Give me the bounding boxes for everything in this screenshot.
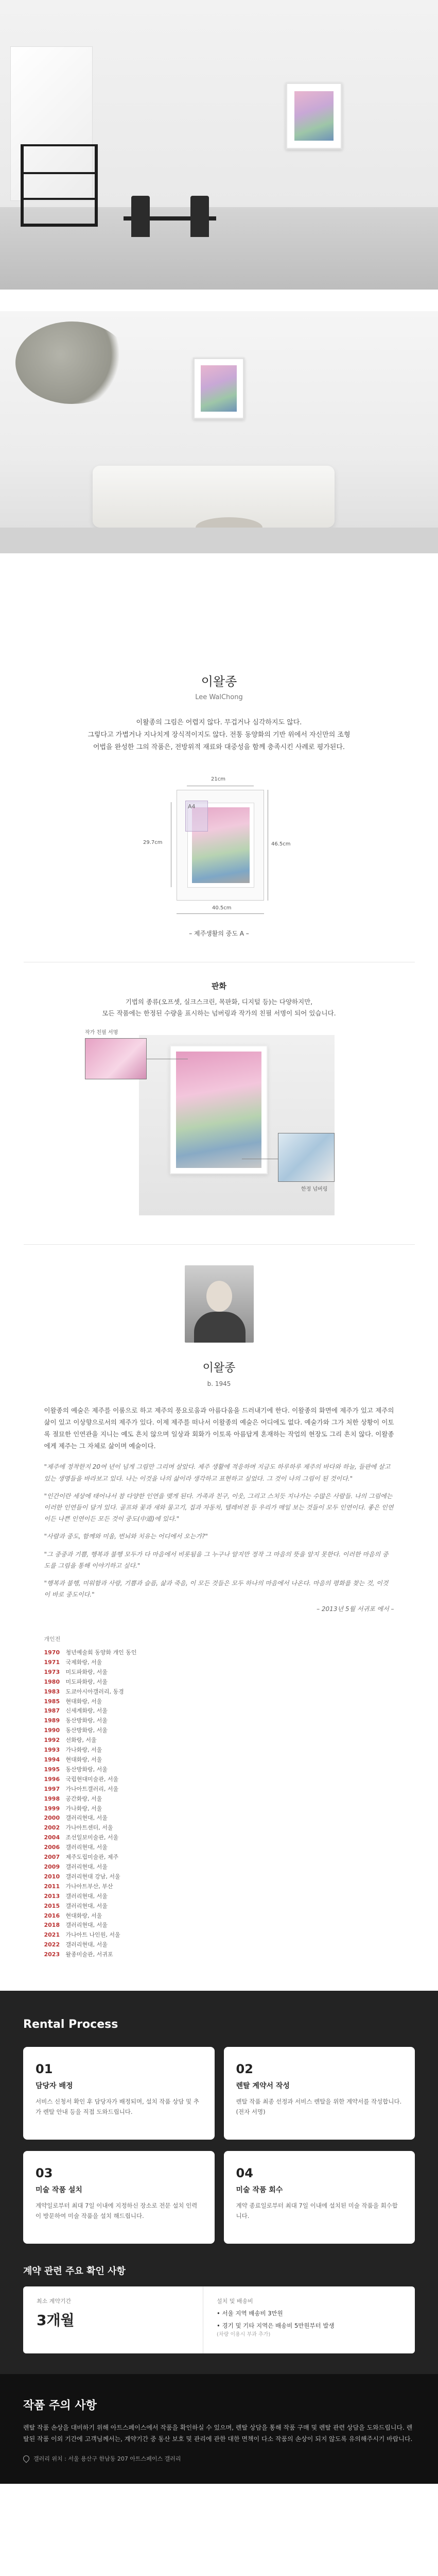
- timeline-year: 2002: [44, 1824, 60, 1832]
- timeline-year: 1989: [44, 1717, 60, 1724]
- timeline-row: [44, 1911, 394, 1921]
- timeline-desc: 신세계화랑, 서울: [65, 1707, 108, 1715]
- timeline-desc: 국립현대미술관, 서울: [65, 1775, 119, 1783]
- bio-quote: "제주에 정착한지 20여 년이 넘게 그림만 그리며 살았다. 제주 생활에 적응하며 지금도 하루하루 제주의 바다와 하늘, 들판에 살고 있는 생명들을 바라보고 있다. 나는 이것을 나의 삶이라 생각하고 표현하고 싶었다. 그 것이 나의 그림이 된 것이다.": [44, 1463, 391, 1482]
- bookshelf-shape: [21, 144, 98, 227]
- frame-width-label: 40.5cm: [212, 905, 232, 911]
- timeline-year: 2015: [44, 1902, 60, 1909]
- timeline-row: [44, 1755, 394, 1765]
- contract-box: [23, 2286, 415, 2353]
- timeline-desc: 가나아트부산, 부산: [65, 1883, 113, 1890]
- timeline-desc: 공간화랑, 서울: [65, 1795, 102, 1802]
- print-section-title: 판화: [212, 981, 226, 991]
- width-label: 21cm: [211, 776, 225, 783]
- timeline-desc: 갤러리현대, 서울: [65, 1922, 108, 1929]
- timeline-desc: 조선일보미술관, 서울: [65, 1834, 119, 1841]
- install-fee-item: • 경기 및 기타 지역은 배송비 5만원부터 발생: [217, 2321, 335, 2329]
- bio-signature: – 2013년 5월 서귀포 에서 –: [317, 1605, 394, 1613]
- timeline-year: 1973: [44, 1668, 60, 1675]
- bio-text: 이왈종의 예술은 제주를 이룸으로 하고 제주의 풍요로움과 아름다움을 드러내기에 한다. 이왈종의 화면에 제주가 있고 제주의 삶이 있고 이상향으로서의 제주가 있다. 이제 제주를 떠나서 이왈종의 예술은 어디에도 없다. 예술가와 그가 처한 상황이 이토록 절묘한 인연관을 지니는 예도 흔치 않으며 일상과 회화가 이토록 아름답게 혼재하는 작업의 현장도 그리 흔치 않다. 이왈종에게 제주는 그 자체로 삶이며 예술이다.: [44, 1406, 394, 1450]
- timeline-year: 2022: [44, 1941, 60, 1948]
- timeline-year: 2000: [44, 1815, 60, 1822]
- timeline-row: [44, 1745, 394, 1755]
- timeline-desc: 갤러리현대, 서울: [65, 1941, 108, 1948]
- step-number: 04: [236, 2166, 253, 2181]
- signature-label: 작가 친필 서명: [85, 1029, 118, 1036]
- intro-line: 그렇다고 가볍거나 지나치게 장식적이지도 않다. 전통 동양화의 기반 위에서 자신만의 조형: [87, 731, 351, 739]
- timeline-year: 2006: [44, 1844, 60, 1851]
- artwork-caption: – 제주생활의 중도 A –: [189, 930, 249, 938]
- artist-name-en: Lee WalChong: [195, 693, 243, 702]
- timeline-year: 1971: [44, 1658, 60, 1666]
- bio-quotes: [44, 1461, 394, 1600]
- timeline-year: 2007: [44, 1854, 60, 1861]
- timeline-row: [44, 1648, 394, 1658]
- framed-artwork: [193, 358, 244, 419]
- step-desc: 계약일로부터 최대 7일 이내에 지정하신 장소로 전문 설치 인력이 방문하여 미술 작품을 설치 해드립니다.: [36, 2202, 198, 2219]
- rental-step-card: [23, 2151, 215, 2244]
- address-text: 갤러리 위치 : 서울 용산구 한남동 207 아트스페이스 갤러리: [33, 2455, 181, 2462]
- min-period-value: 3개월: [37, 2311, 75, 2329]
- timeline-row: [44, 1833, 394, 1843]
- timeline-row: [44, 1892, 394, 1902]
- numbering-zoom: [278, 1133, 335, 1182]
- frame-width-line: [177, 913, 264, 914]
- floor-shape: [0, 528, 438, 553]
- timeline-row: [44, 1940, 394, 1950]
- bio-quote: "그 중중과 기쁨, 행복과 불행 모두가 다 마음에서 비롯됨을 그 누구나 알지만 정작 그 마음의 뜻을 알지 못한다. 이러한 마음의 중도를 그림을 통해 이야기하고 싶다.": [44, 1550, 389, 1569]
- timeline-desc: 갤러리현대, 서울: [65, 1892, 108, 1900]
- timeline-desc: 갤러리현대, 서울: [65, 1902, 108, 1909]
- timeline-row: [44, 1668, 394, 1677]
- timeline-desc: 갤러리현대 강남, 서울: [65, 1873, 120, 1880]
- min-period-box: [23, 2286, 203, 2353]
- timeline-row: [44, 1950, 394, 1960]
- timeline-desc: 제주도립미술관, 제주: [65, 1854, 119, 1861]
- timeline-row: [44, 1882, 394, 1892]
- bio-quote: "인간이란 세상에 태어나서 참 다양한 인연을 맺게 된다. 가족과 친구, 이웃, 그리고 스치듯 지나가는 수많은 사람들. 나의 그림에는 이러한 인연들이 담겨 있다. 골프와 꽃과 새와 물고기, 집과 자동차, 텔레비전 등 우리가 매일 보는 것들이 모두 인연이다. 좋은 인연이든 나쁜 인연이든 모든 것이 중도(中道)에 있다.": [44, 1492, 394, 1523]
- timeline-year: 2018: [44, 1922, 60, 1929]
- install-fee-box: [203, 2286, 415, 2353]
- bio-birth: b. 1945: [207, 1380, 231, 1387]
- timeline-desc: 동산방화랑, 서울: [65, 1717, 108, 1724]
- timeline-year: 2023: [44, 1951, 60, 1958]
- timeline-desc: 현대화랑, 서울: [65, 1698, 102, 1705]
- bio-name: 이왈종: [202, 1361, 236, 1375]
- timeline-desc: 미도파화랑, 서울: [65, 1668, 108, 1675]
- timeline-desc: 도쿄아시아갤러리, 동경: [65, 1688, 124, 1695]
- location-pin-icon: [22, 2454, 31, 2463]
- timeline-desc: 국제화랑, 서울: [65, 1658, 102, 1666]
- intro-line: 어법을 완성한 그의 작품은, 전방위적 재료와 대중성을 함께 충족시킨 사례로 평가된다.: [93, 743, 345, 752]
- timeline-row: [44, 1902, 394, 1911]
- frame-outline: [177, 790, 264, 901]
- size-diagram: [0, 774, 438, 929]
- framed-artwork: [286, 82, 342, 149]
- timeline-desc: 가나화랑, 서울: [65, 1805, 102, 1812]
- timeline-row: [44, 1872, 394, 1882]
- divider: [24, 1244, 415, 1245]
- timeline-desc: 청년예술회 동양화 개인 동인: [65, 1649, 137, 1656]
- timeline-year: 1970: [44, 1649, 60, 1656]
- timeline-list: [44, 1648, 394, 1960]
- bio-quote: "행복과 불행, 미워함과 사랑, 기쁨과 슬픔, 삶과 죽음, 이 모든 것들은 모두 하나의 마음에서 나온다. 마음의 평화를 찾는 것, 이것이 바로 중도이다.": [44, 1579, 389, 1599]
- step-number: 02: [236, 2062, 253, 2077]
- timeline-desc: 가나아트센터, 서울: [65, 1824, 113, 1832]
- artist-name: 이왈종: [201, 674, 237, 689]
- timeline-year: 1994: [44, 1756, 60, 1764]
- artist-portrait: [185, 1265, 254, 1343]
- timeline-year: 1985: [44, 1698, 60, 1705]
- a4-reference: A4: [185, 801, 208, 832]
- timeline-year: 2010: [44, 1873, 60, 1880]
- timeline-year: 1987: [44, 1707, 60, 1715]
- timeline-row: [44, 1706, 394, 1716]
- timeline-desc: 왈종미술관, 서귀포: [65, 1951, 113, 1958]
- timeline-row: [44, 1726, 394, 1736]
- step-number: 01: [36, 2062, 53, 2077]
- timeline-year: 2016: [44, 1912, 60, 1919]
- cautions-section: [0, 2374, 438, 2484]
- room-image-2: [0, 311, 438, 553]
- timeline-row: [44, 1814, 394, 1823]
- timeline-row: [44, 1853, 394, 1862]
- print-line: 모든 작품에는 한정된 수량을 표시하는 넘버링과 작가의 친필 서명이 되어 있습니다.: [102, 1009, 336, 1018]
- chair-shape: [131, 196, 150, 237]
- timeline-desc: 동산방화랑, 서울: [65, 1766, 108, 1773]
- rental-step-card: [224, 2151, 415, 2244]
- install-fee-note: (차량 이용시 부과 추가): [217, 2331, 271, 2337]
- step-desc: 계약 종료일로부터 최대 7일 이내에 설치된 미술 작품을 회수합니다.: [236, 2202, 398, 2219]
- timeline-desc: 현대화랑, 서울: [65, 1756, 102, 1764]
- rental-step-card: [224, 2047, 415, 2140]
- timeline-desc: 가나아트갤러리, 서울: [65, 1785, 119, 1792]
- timeline-year: 1996: [44, 1775, 60, 1783]
- timeline-year: 2013: [44, 1892, 60, 1900]
- print-section-text: [0, 996, 438, 1020]
- gallery-address: [23, 2454, 415, 2464]
- timeline-row: [44, 1930, 394, 1940]
- step-title: 렌탈 계약서 작성: [236, 2081, 290, 2090]
- timeline-title: 개인전: [44, 1636, 61, 1643]
- timeline-row: [44, 1921, 394, 1930]
- timeline-year: 1998: [44, 1795, 60, 1802]
- timeline-row: [44, 1736, 394, 1745]
- timeline-row: [44, 1785, 394, 1794]
- install-fee-item: • 서울 지역 배송비 3만원: [217, 2309, 283, 2317]
- timeline-row: [44, 1775, 394, 1785]
- timeline-row: [44, 1823, 394, 1833]
- rental-process-section: [0, 1991, 438, 2374]
- bio-header: [0, 1265, 438, 1389]
- timeline-year: 1995: [44, 1766, 60, 1773]
- timeline-row: [44, 1687, 394, 1697]
- rental-cards: [23, 2047, 415, 2244]
- height-label: 29.7cm: [143, 840, 163, 846]
- timeline-desc: 갤러리현대, 서울: [65, 1815, 108, 1822]
- timeline-desc: 갤러리현대, 서울: [65, 1844, 108, 1851]
- cautions-text: 렌탈 작품 손상을 대비하기 위해 아트스페이스에서 작품을 확인하실 수 있으며, 렌탈 상담을 통해 작품 구매 및 렌탈 관련 상담을 도와드립니다. 렌탈된 작품 이외 기간에 고객님께서는, 계약기간 중 동산 보호 및 관리에 관한 대한 면책이 다소 작품의 손상이 되지 않도록 유의해주시기 바랍니다.: [23, 2424, 413, 2443]
- cautions-title: 작품 주의 사항: [23, 2399, 97, 2413]
- artwork-image: [170, 1045, 268, 1174]
- timeline-year: 1990: [44, 1727, 60, 1734]
- timeline-row: [44, 1843, 394, 1853]
- bio-quote: "사람과 중도, 함께와 미움, 번뇌와 치유는 어디에서 오는가?": [44, 1533, 208, 1540]
- timeline-desc: 갤러리현대, 서울: [65, 1863, 108, 1870]
- timeline-desc: 가나화랑, 서울: [65, 1747, 102, 1754]
- contract-title: 계약 관련 주요 확인 사항: [23, 2266, 126, 2277]
- timeline-row: [44, 1697, 394, 1707]
- timeline-desc: 동산방화랑, 서울: [65, 1727, 108, 1734]
- print-line: 기법의 종류(오프셋, 실크스크린, 목판화, 디지털 등)는 다양하지만,: [125, 997, 313, 1006]
- min-period-label: 최소 계약기간: [37, 2298, 72, 2305]
- numbering-label: 한정 넘버링: [301, 1186, 328, 1192]
- timeline-row: [44, 1804, 394, 1814]
- step-title: 담당자 배정: [36, 2081, 73, 2090]
- timeline-row: [44, 1677, 394, 1687]
- rental-title: Rental Process: [23, 2018, 118, 2031]
- intro-line: 이왈종의 그림은 어렵지 않다. 무겁거나 심각하지도 않다.: [136, 719, 302, 727]
- step-title: 미술 작품 설치: [36, 2185, 82, 2194]
- install-fee-label: 설치 및 배송비: [217, 2298, 253, 2305]
- timeline-desc: 가나아트 나인원, 서울: [65, 1931, 120, 1939]
- timeline-row: [44, 1765, 394, 1775]
- timeline-year: 2011: [44, 1883, 60, 1890]
- timeline-year: 1993: [44, 1747, 60, 1754]
- timeline-row: [44, 1716, 394, 1726]
- artist-intro: [0, 717, 438, 754]
- timeline-year: 1997: [44, 1785, 60, 1792]
- artist-header: [0, 672, 438, 703]
- frame-height-label: 46.5cm: [271, 841, 291, 848]
- timeline-year: 2009: [44, 1863, 60, 1870]
- timeline-row: [44, 1862, 394, 1872]
- timeline-row: [44, 1794, 394, 1804]
- chair-shape: [190, 196, 209, 237]
- timeline-year: 1999: [44, 1805, 60, 1812]
- timeline-year: 1992: [44, 1737, 60, 1744]
- plant-shape: [15, 321, 129, 404]
- room-image-1: [0, 0, 438, 290]
- exhibition-timeline: [44, 1635, 394, 1960]
- signature-zoom: [85, 1038, 147, 1079]
- timeline-year: 1983: [44, 1688, 60, 1695]
- step-desc: 렌탈 작품 최종 선정과 서비스 렌탈을 위한 계약서를 작성합니다.(전자 서명): [236, 2098, 402, 2115]
- timeline-row: [44, 1658, 394, 1668]
- detail-crop: [0, 1029, 438, 1215]
- timeline-desc: 선화랑, 서울: [65, 1737, 97, 1744]
- timeline-year: 1980: [44, 1678, 60, 1685]
- rental-step-card: [23, 2047, 215, 2140]
- step-number: 03: [36, 2166, 53, 2181]
- step-title: 미술 작품 회수: [236, 2185, 283, 2194]
- timeline-year: 2021: [44, 1931, 60, 1939]
- timeline-desc: 현대화랑, 서울: [65, 1912, 102, 1919]
- step-desc: 서비스 신청서 확인 후 담당자가 배정되며, 설치 작품 상담 및 추가 렌탈 안내 등을 직접 도와드립니다.: [36, 2098, 199, 2115]
- timeline-desc: 미도파화랑, 서울: [65, 1678, 108, 1685]
- timeline-year: 2004: [44, 1834, 60, 1841]
